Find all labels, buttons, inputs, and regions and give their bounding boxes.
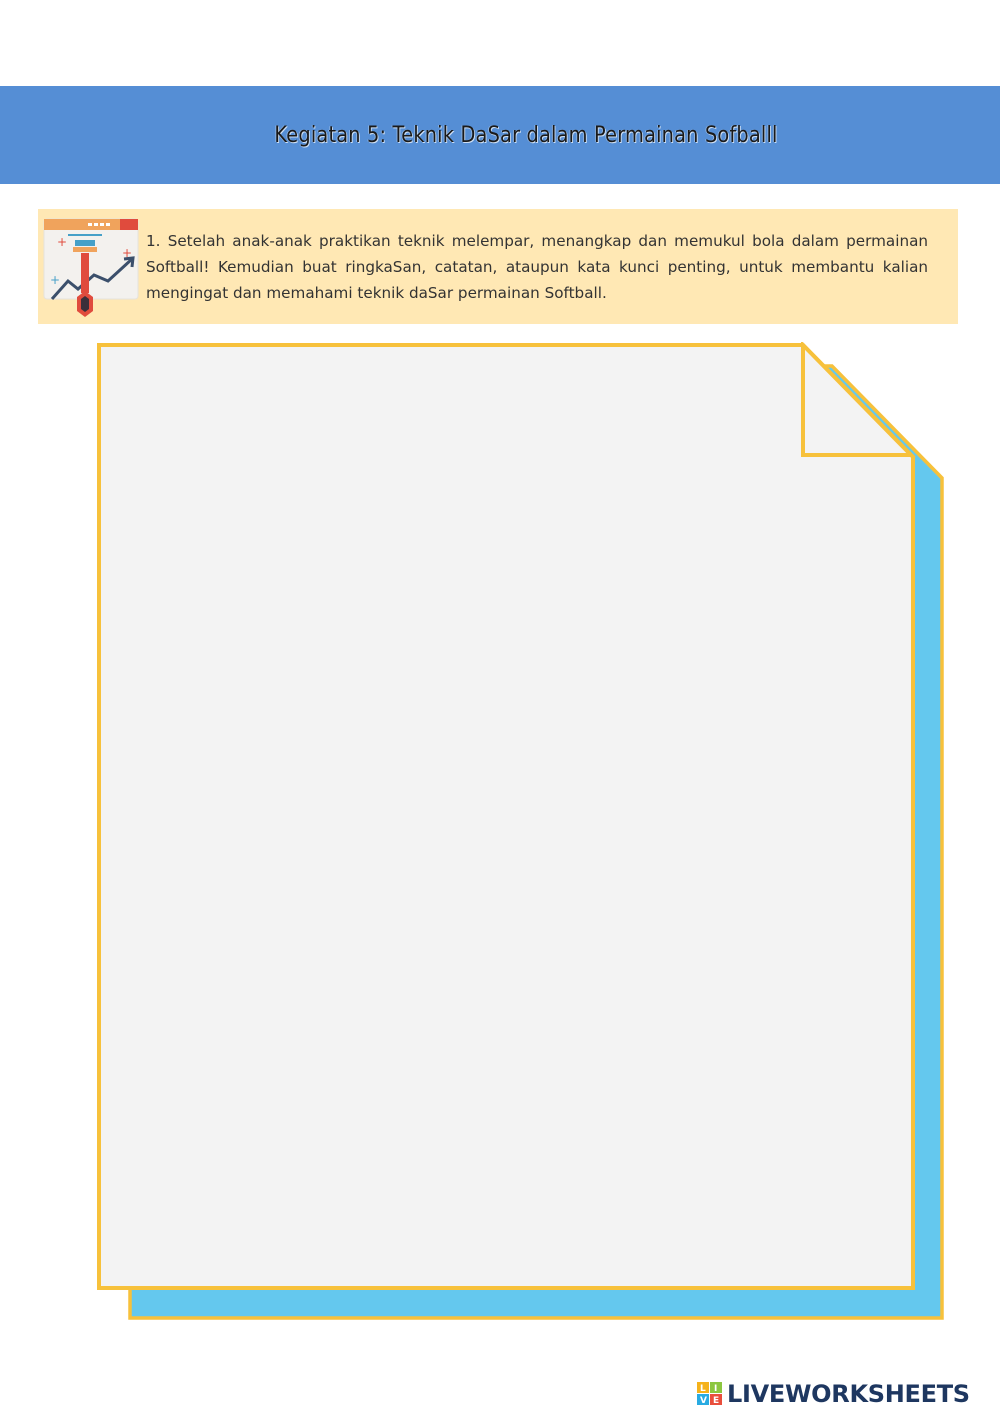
svg-text:+: + bbox=[57, 235, 68, 249]
brand-name: LIVEWORKSHEETS bbox=[727, 1380, 970, 1408]
svg-text:+: + bbox=[50, 273, 61, 287]
header-banner bbox=[0, 86, 1000, 184]
svg-text:V: V bbox=[700, 1396, 707, 1406]
svg-text:+: + bbox=[122, 246, 133, 260]
growth-chart-icon bbox=[42, 215, 140, 321]
svg-text:E: E bbox=[713, 1396, 720, 1406]
page-title: Kegiatan 5: Teknik DaSar dalam Permainan Sofballl bbox=[274, 123, 778, 148]
liveworksheets-branding bbox=[697, 1378, 970, 1410]
svg-text:L: L bbox=[700, 1384, 706, 1394]
page-fold-corner bbox=[803, 345, 911, 455]
svg-text:I: I bbox=[714, 1384, 718, 1394]
answer-sheet[interactable] bbox=[96, 342, 948, 1322]
instruction-box bbox=[38, 209, 958, 324]
liveworksheets-logo-icon bbox=[697, 1381, 723, 1407]
answer-sheet-page bbox=[99, 345, 913, 1288]
instruction-body: Setelah anak-anak praktikan teknik melempar, menangkap dan memukul bola dalam permainan Softball! Kemudian buat ringkaSan, catatan, ataupun kata kunci penting, untuk membantu kalian mengingat dan memahami teknik daSar permainan Softball. bbox=[146, 232, 928, 302]
instruction-text bbox=[146, 228, 928, 306]
instruction-number: 1. bbox=[146, 232, 161, 250]
